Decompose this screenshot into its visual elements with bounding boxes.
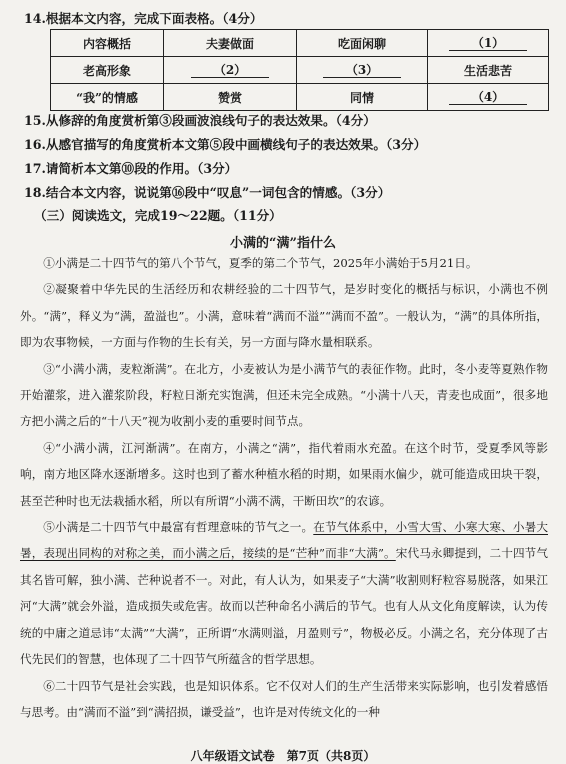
- page-footer: 八年级语文试卷 第7页（共8页）: [190, 749, 376, 763]
- paragraph-4: ④“小满小满，江河渐满”。在南方，小满之“满”，指代着雨水充盈。在这个时节，受夏季风等影响，南方地区降水逐渐增多。这时也到了蓄水种植水稻的时期，如果雨水偏少，就可能造成田块干裂，甚至芒种时也无法栽插水稻，所以有所谓“小满不满，干断田坎”的农谚。: [20, 440, 548, 508]
- table-cell: 老高形象: [51, 57, 164, 84]
- paragraph-1: ①小满是二十四节气的第八个节气，夏季的第二个节气，2025年小满始于5月21日。: [43, 256, 478, 270]
- table-cell-blank: [297, 57, 428, 84]
- table-cell: “我”的情感: [51, 84, 164, 111]
- answer-blank-2: （2）: [191, 63, 269, 78]
- table-cell: 生活悲苦: [428, 57, 549, 84]
- paragraph-6: ⑥二十四节气是社会实践，也是知识体系。它不仅对人们的生产生活带来实际影响，也引发着感悟与思考。由“满而不溢”到“满招损，谦受益”，也许是对传统文化的一种: [20, 678, 548, 719]
- answer-blank-3: （3）: [323, 63, 401, 78]
- table-cell: 赞赏: [164, 84, 297, 111]
- table-cell: 内容概括: [51, 30, 164, 57]
- section-heading: （三）阅读选文，完成19～22题。（11分）: [34, 208, 282, 223]
- paragraph-5-underlined-sentence: 在节气体系中，小雪大雪、小寒大寒、小暑大暑，表现出同构的对称之美，而小满之后，接续的是“芒种”而非“大满”。: [20, 520, 548, 561]
- question-14-table: [50, 29, 549, 111]
- question-18: 18.结合本文内容，说说第⑯段中“叹息”一词包含的情感。（3分）: [24, 185, 391, 200]
- paragraph-5-lead: ⑤小满是二十四节气中最富有哲理意味的节气之一。: [43, 520, 314, 535]
- article-body: [20, 250, 548, 725]
- table-cell: 同情: [297, 84, 428, 111]
- table-cell: 夫妻做面: [164, 30, 297, 57]
- answer-blank-1: （1）: [449, 36, 527, 51]
- answer-blank-4: （4）: [449, 90, 527, 105]
- question-17: 17.请简析本文第⑩段的作用。（3分）: [24, 161, 238, 176]
- table-cell: 吃面闲聊: [297, 30, 428, 57]
- paragraph-5: [20, 514, 548, 672]
- question-16: 16.从感官描写的角度赏析本文第⑤段中画横线句子的表达效果。（3分）: [24, 137, 427, 152]
- question-14: 14.根据本文内容，完成下面表格。（4分）: [24, 11, 263, 26]
- question-15: 15.从修辞的角度赏析第③段画波浪线句子的表达效果。（4分）: [24, 113, 376, 128]
- table-cell-blank: [428, 84, 549, 111]
- table-row: [51, 57, 549, 84]
- paragraph-2: ②凝聚着中华先民的生活经历和农耕经验的二十四节气，是岁时变化的概括与标识，小满也不例外。“满”，释义为“满，盈溢也”。小满，意味着“满而不溢”“满而不盈”。一般认为，“满”的具体所指，即为农事物候，一方面与作物的生长有关，另一方面与降水量相联系。: [20, 282, 548, 350]
- table-row: [51, 30, 549, 57]
- table-cell-blank: [428, 30, 549, 57]
- paragraph-5-rest: 宋代马永卿提到，二十四节气其名皆可解，独小满、芒种说者不一。对此，有人认为，如果麦子“大满”收割则籽粒容易脱落，如果江河“大满”就会外溢，造成损失或危害。故而以芒种命名小满后的节气。也有人从文化角度解读，认为传统的中庸之道忌讳“太满”“大满”，正所谓“水满则溢，月盈则亏”，物极必反。小满之名，充分体现了古代先民们的智慧，也体现了二十四节气所蕴含的哲学思想。: [20, 546, 548, 667]
- table-cell-blank: [164, 57, 297, 84]
- paragraph-3: ③“小满小满，麦粒渐满”。在北方，小麦被认为是小满节气的表征作物。此时，冬小麦等夏熟作物开始灌浆，进入灌浆阶段，籽粒日渐充实饱满，但还未完全成熟。“小满十八天，青麦也成面”，很多地方把小满之后的“十八天”视为收割小麦的重要时间节点。: [20, 361, 548, 429]
- table-row: [51, 84, 549, 111]
- article-title: 小满的“满”指什么: [230, 236, 336, 251]
